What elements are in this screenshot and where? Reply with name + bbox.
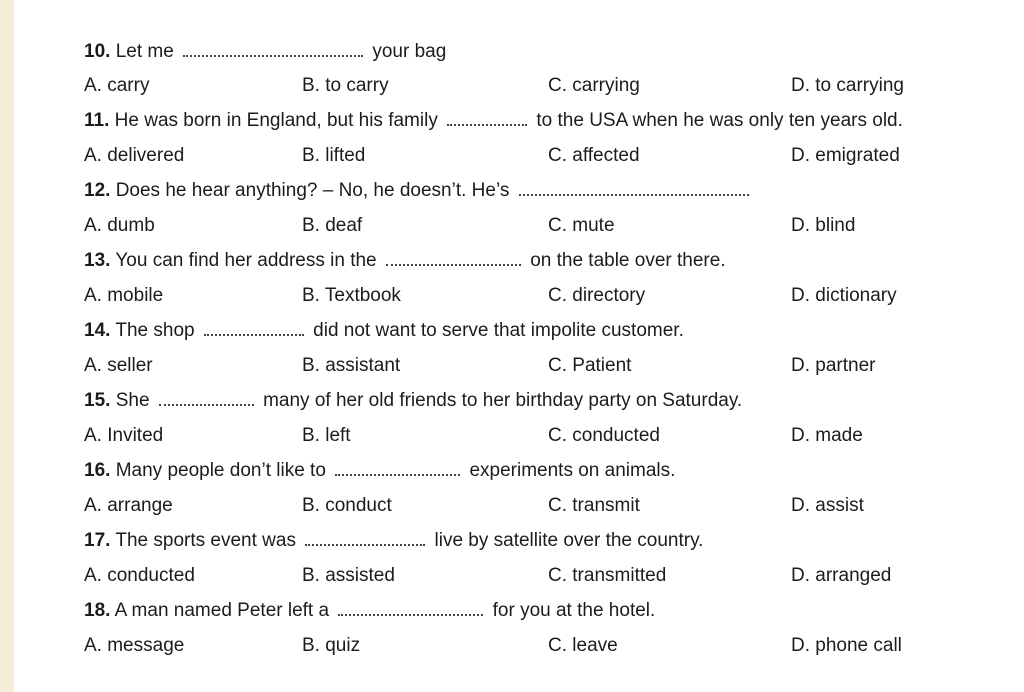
option-b: B. left bbox=[302, 425, 351, 446]
question-text-before: The shop bbox=[115, 320, 195, 341]
option-b: B. deaf bbox=[302, 215, 363, 236]
question-text-before: He was born in England, but his family bbox=[114, 110, 438, 131]
option-a: A. carry bbox=[84, 75, 150, 96]
question-text-before: Does he hear anything? – No, he doesn’t. He’s bbox=[115, 180, 510, 201]
answer-blank bbox=[183, 41, 363, 57]
option-c: C. Patient bbox=[548, 355, 632, 376]
question-number: 14. bbox=[84, 320, 111, 341]
options-row-10 bbox=[14, 71, 1024, 101]
option-d: D. assist bbox=[791, 495, 864, 516]
question-17 bbox=[84, 526, 984, 556]
answer-blank bbox=[386, 250, 521, 266]
option-a: A. message bbox=[84, 635, 185, 656]
option-b: B. to carry bbox=[302, 75, 389, 96]
question-text-after: your bag bbox=[372, 41, 447, 62]
question-text-after: for you at the hotel. bbox=[492, 600, 656, 621]
question-number: 12. bbox=[84, 180, 111, 201]
option-b: B. Textbook bbox=[302, 285, 401, 306]
option-c: C. mute bbox=[548, 215, 615, 236]
question-number: 13. bbox=[84, 250, 111, 271]
question-number: 16. bbox=[84, 460, 111, 481]
question-text-after: live by satellite over the country. bbox=[434, 530, 704, 551]
worksheet-page bbox=[14, 0, 1024, 692]
question-number: 15. bbox=[84, 390, 111, 411]
question-number: 10. bbox=[84, 41, 111, 62]
options-row-12 bbox=[14, 211, 1024, 241]
option-d: D. made bbox=[791, 425, 863, 446]
options-row-13 bbox=[14, 281, 1024, 311]
option-d: D. blind bbox=[791, 215, 856, 236]
option-c: C. directory bbox=[548, 285, 646, 306]
question-text-after: many of her old friends to her birthday party on Saturday. bbox=[263, 390, 743, 411]
option-a: A. delivered bbox=[84, 145, 185, 166]
question-10 bbox=[84, 37, 984, 67]
option-d: D. emigrated bbox=[791, 145, 900, 166]
question-12 bbox=[84, 176, 984, 206]
question-text-before: You can find her address in the bbox=[115, 250, 377, 271]
question-text-after: experiments on animals. bbox=[469, 460, 676, 481]
option-c: C. transmit bbox=[548, 495, 640, 516]
option-c: C. carrying bbox=[548, 75, 640, 96]
answer-blank bbox=[519, 180, 749, 196]
option-c: C. leave bbox=[548, 635, 618, 656]
option-c: C. affected bbox=[548, 145, 640, 166]
answer-blank bbox=[204, 320, 304, 336]
question-number: 18. bbox=[84, 600, 111, 621]
question-13 bbox=[84, 246, 984, 276]
question-number: 17. bbox=[84, 530, 111, 551]
question-number: 11. bbox=[84, 110, 110, 131]
question-15 bbox=[84, 386, 984, 416]
option-b: B. assisted bbox=[302, 565, 395, 586]
option-d: D. phone call bbox=[791, 635, 902, 656]
options-row-11 bbox=[14, 141, 1024, 171]
question-text-after: did not want to serve that impolite customer. bbox=[313, 320, 684, 341]
question-text-before: Many people don’t like to bbox=[115, 460, 326, 481]
option-a: A. seller bbox=[84, 355, 153, 376]
question-text-before: Let me bbox=[115, 41, 174, 62]
question-18 bbox=[84, 596, 984, 626]
option-b: B. assistant bbox=[302, 355, 401, 376]
option-a: A. mobile bbox=[84, 285, 164, 306]
question-11 bbox=[84, 106, 984, 136]
question-text-before: The sports event was bbox=[115, 530, 296, 551]
option-d: D. to carrying bbox=[791, 75, 904, 96]
options-row-17 bbox=[14, 561, 1024, 591]
answer-blank bbox=[338, 600, 483, 616]
option-a: A. Invited bbox=[84, 425, 164, 446]
option-b: B. conduct bbox=[302, 495, 392, 516]
option-d: D. arranged bbox=[791, 565, 892, 586]
question-14 bbox=[84, 316, 984, 346]
option-b: B. quiz bbox=[302, 635, 361, 656]
question-text-before: A man named Peter left a bbox=[114, 600, 330, 621]
option-d: D. dictionary bbox=[791, 285, 897, 306]
answer-blank bbox=[159, 390, 254, 406]
options-row-18 bbox=[14, 631, 1024, 661]
options-row-16 bbox=[14, 491, 1024, 521]
option-d: D. partner bbox=[791, 355, 876, 376]
option-b: B. lifted bbox=[302, 145, 366, 166]
question-text-after: on the table over there. bbox=[530, 250, 726, 271]
answer-blank bbox=[335, 460, 460, 476]
option-c: C. transmitted bbox=[548, 565, 667, 586]
option-a: A. arrange bbox=[84, 495, 173, 516]
option-a: A. dumb bbox=[84, 215, 155, 236]
question-text-after: to the USA when he was only ten years old. bbox=[536, 110, 903, 131]
question-text-before: She bbox=[115, 390, 150, 411]
question-16 bbox=[84, 456, 984, 486]
options-row-14 bbox=[14, 351, 1024, 381]
answer-blank bbox=[447, 110, 527, 126]
answer-blank bbox=[305, 530, 425, 546]
options-row-15 bbox=[14, 421, 1024, 451]
option-a: A. conducted bbox=[84, 565, 195, 586]
option-c: C. conducted bbox=[548, 425, 660, 446]
